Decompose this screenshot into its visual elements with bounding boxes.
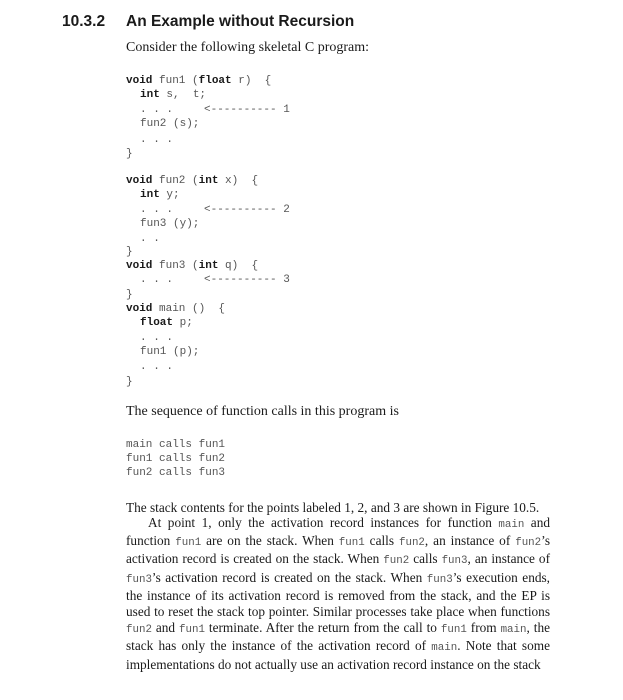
- paragraph-stack-contents: The stack contents for the points labeled 1, 2, and 3 are shown in Figure 10.5.: [126, 500, 540, 515]
- code-main-decl: float p;: [140, 317, 193, 329]
- code-main-close: }: [126, 376, 133, 388]
- sequence-line: main calls fun1: [126, 439, 226, 451]
- code-fun1-call: fun2 (s);: [140, 118, 200, 130]
- section-title: An Example without Recursion: [126, 13, 355, 30]
- code-fun2-decl: int y;: [140, 189, 180, 201]
- code-fun1-dots-2: . . .: [140, 134, 174, 146]
- code-fun1-close: }: [126, 148, 133, 160]
- code-main-dots-2: . . .: [140, 361, 174, 373]
- point-3-marker: <---------- 3: [204, 274, 290, 286]
- section-number: 10.3.2: [62, 13, 106, 30]
- code-fun1-dots: . . .: [140, 104, 174, 116]
- code-main-signature: void main () {: [126, 303, 226, 315]
- intro-text: Consider the following skeletal C program:: [126, 40, 370, 55]
- code-fun2-dots-2: . .: [140, 233, 160, 245]
- code-fun2-call: fun3 (y);: [140, 218, 200, 230]
- sequence-line: fun2 calls fun3: [126, 467, 226, 479]
- code-fun2-signature: void fun2 (int x) {: [126, 175, 259, 187]
- code-fun3-close: }: [126, 289, 133, 301]
- point-1-marker: <---------- 1: [204, 104, 290, 116]
- paragraph-explanation: At point 1, only the activation record instances for function main and function fun1 are on the stack. When fun1 calls fun2, an instance of fun2’s activation record is created on the stack. When fun2 calls fun3, an instance of fun3’s activation record is created on the stack. When fun3’s execution ends, the instance of its activation record is removed from the stack, and the EP is used to reset the stack top pointer. Similar processes take place when functions fun2 and fun1 terminate. After the return from the call to fun1 from main, the stack has only the instance of the activation record of main. Note that some implementations do not actually use an activation record instance on the stack: [126, 515, 551, 672]
- section-heading: [62, 13, 354, 31]
- code-fun1-signature: void fun1 (float r) {: [126, 75, 272, 87]
- code-fun2-dots: . . .: [140, 204, 174, 216]
- sequence-line: fun1 calls fun2: [126, 453, 226, 465]
- code-fun3-dots: . . .: [140, 274, 174, 286]
- code-fun2-close: }: [126, 246, 133, 258]
- sequence-intro: The sequence of function calls in this program is: [126, 404, 399, 419]
- code-fun1-decl: int s, t;: [140, 89, 207, 101]
- code-fun3-signature: void fun3 (int q) {: [126, 260, 259, 272]
- code-main-dots: . . .: [140, 332, 174, 344]
- code-main-call: fun1 (p);: [140, 346, 200, 358]
- point-2-marker: <---------- 2: [204, 204, 290, 216]
